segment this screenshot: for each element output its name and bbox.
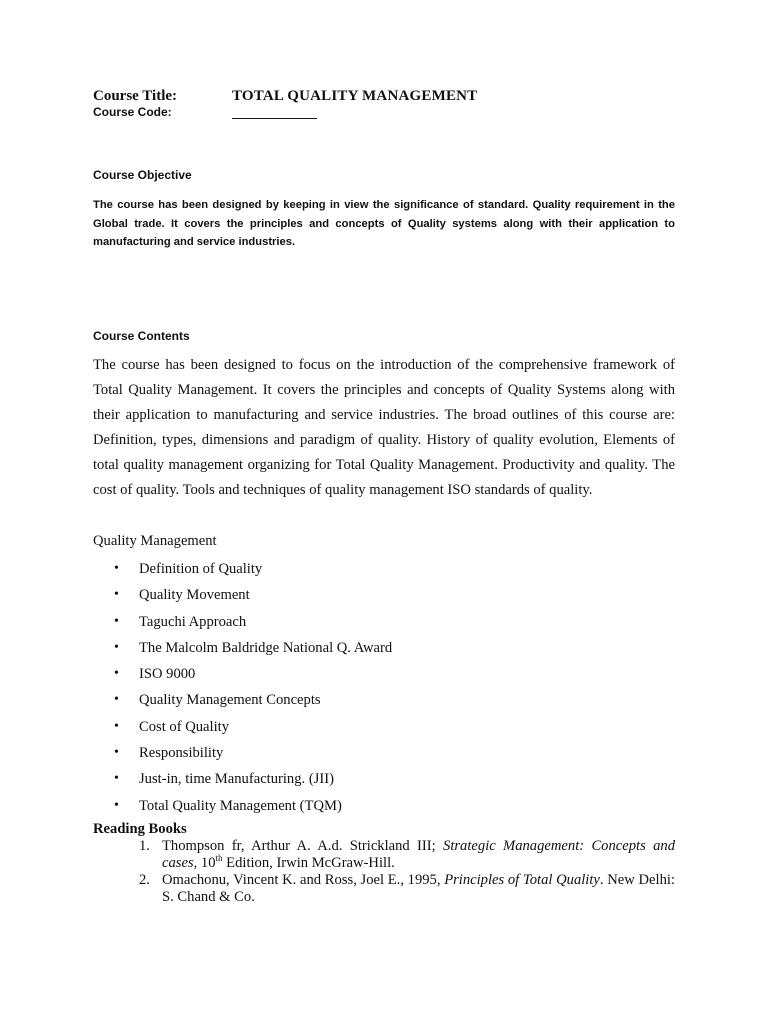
- bullet-icon: •: [114, 771, 119, 787]
- book-citation: Omachonu, Vincent K. and Ross, Joel E., 1995, Principles of Total Quality. New Delhi: S. Chand & Co.: [162, 872, 675, 905]
- reading-books-heading: Reading Books: [93, 821, 187, 837]
- list-item: • ISO 9000: [114, 666, 196, 683]
- list-item: • Just-in, time Manufacturing. (JII): [114, 771, 334, 788]
- reading-books-list: [93, 838, 675, 906]
- list-item: • Responsibility: [114, 745, 224, 762]
- course-title-value: TOTAL QUALITY MANAGEMENT: [232, 88, 478, 104]
- course-code-label: Course Code:: [93, 105, 172, 119]
- book-number: 2.: [139, 872, 150, 888]
- list-item: • Taguchi Approach: [114, 613, 247, 630]
- course-objective-heading: Course Objective: [93, 168, 192, 182]
- course-code-blank-line: [232, 118, 317, 119]
- book-item: [93, 872, 675, 905]
- bullet-icon: •: [114, 718, 119, 734]
- bullet-icon: •: [114, 745, 119, 761]
- book-title: Strategic Management: Concepts and cases: [162, 838, 675, 871]
- bullet-icon: •: [114, 561, 119, 576]
- bullet-icon: •: [114, 797, 119, 813]
- quality-management-label: Quality Management: [93, 533, 217, 549]
- book-citation: Thompson fr, Arthur A. A.d. Strickland III; Strategic Management: Concepts and cases, 10th Edition, Irwin McGraw-Hill.: [162, 838, 675, 871]
- course-code-row: [93, 105, 683, 121]
- course-objective-text: The course has been designed by keeping in view the significance of standard. Quality requirement in the Global trade. It covers the principles and concepts of Quality systems along with their application to manufacturing and service industries.: [93, 199, 675, 248]
- list-item: • Cost of Quality: [114, 718, 229, 735]
- list-item: • Quality Management Concepts: [114, 692, 321, 709]
- course-contents-heading: Course Contents: [93, 329, 190, 343]
- bullet-icon: •: [114, 639, 119, 655]
- book-item: [93, 838, 675, 871]
- bullet-icon: •: [114, 692, 119, 708]
- course-contents-text: The course has been designed to focus on the introduction of the comprehensive framework of Total Quality Management. It covers the principles and concepts of Quality Systems along with their application to manufacturing and service industries. The broad outlines of this course are: Definition, types, dimensions and paradigm of quality. History of quality evolution, Elements of total quality management organizing for Total Quality Management. Productivity and quality. The cost of quality. Tools and techniques of quality management ISO standards of quality.: [93, 357, 675, 498]
- bullet-icon: •: [114, 613, 119, 629]
- course-title-row: [93, 88, 683, 106]
- list-item: • Quality Movement: [114, 587, 250, 604]
- list-item: • The Malcolm Baldridge National Q. Award: [114, 639, 393, 656]
- course-title-label: Course Title:: [93, 88, 178, 104]
- book-title: Principles of Total Quality: [444, 872, 600, 888]
- bullet-icon: •: [114, 666, 119, 682]
- book-number: 1.: [139, 838, 150, 854]
- list-item: • Definition of Quality: [114, 561, 263, 577]
- bullet-icon: •: [114, 587, 119, 603]
- quality-management-list: [93, 559, 683, 822]
- list-item: • Total Quality Management (TQM): [114, 797, 342, 814]
